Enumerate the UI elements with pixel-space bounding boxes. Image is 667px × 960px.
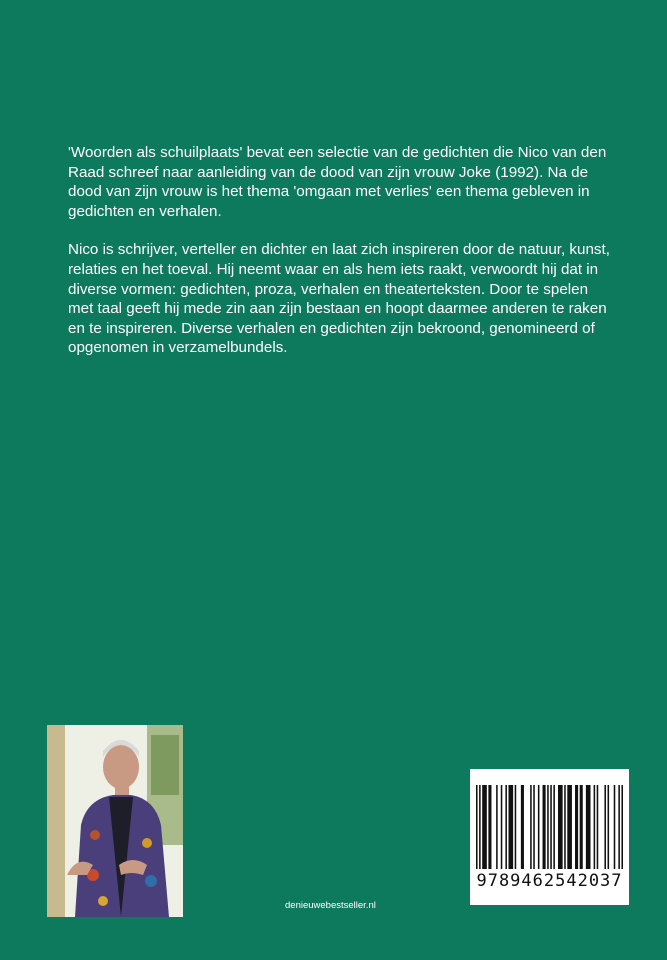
barcode-bar: [533, 785, 535, 869]
author-photo: [47, 725, 183, 917]
barcode-bar: [505, 785, 507, 869]
publisher-website: denieuwebestseller.nl: [285, 900, 376, 911]
barcode-bar: [547, 785, 549, 869]
barcode-bar: [501, 785, 503, 869]
barcode-bar: [614, 785, 616, 869]
barcode-bar: [550, 785, 552, 869]
barcode-bar: [479, 785, 481, 869]
barcode-bar: [621, 785, 623, 869]
barcode-bar: [482, 785, 487, 869]
barcode-bar: [521, 785, 524, 869]
barcode-bar: [594, 785, 596, 869]
barcode-bars: [476, 785, 623, 869]
barcode-bar: [580, 785, 583, 869]
isbn-barcode: [470, 769, 629, 905]
barcode-bar: [515, 785, 517, 869]
barcode-bar: [604, 785, 606, 869]
barcode-bar: [567, 785, 572, 869]
blurb-paragraph-1: 'Woorden als schuilplaats' bevat een selectie van de gedichten die Nico van den Raad schreef naar aanleiding van de dood van zijn vrouw Joke (1992). Na de dood van zijn vrouw is het thema 'omgaan met verlies' een thema gebleven in gedichten en verhalen.: [68, 144, 607, 220]
barcode-bar: [496, 785, 498, 869]
blurb-paragraph-2: Nico is schrijver, verteller en dichter en laat zich inspireren door de natuur, kunst, relaties en het toeval. Hij neemt waar en als hem iets raakt, verwoordt hij dat in diverse vormen: gedichten, proza, verhalen en theaterteksten. Door te spelen met taal geeft hij mede zin aan zijn bestaan en hoopt daarmee anderen te raken en te inspireren. Diverse verhalen en gedichten zijn bekroond, genomineerd of opgenomen in verzamelbundels.: [68, 241, 610, 357]
barcode-bar: [608, 785, 610, 869]
barcode-bar: [530, 785, 532, 869]
back-cover-blurb: [68, 143, 613, 377]
barcode-bar: [543, 785, 546, 869]
barcode-bar: [575, 785, 578, 869]
barcode-bar: [476, 785, 478, 869]
isbn-number: 9789462542037: [476, 871, 623, 891]
barcode-bar: [553, 785, 555, 869]
barcode-bar: [618, 785, 620, 869]
barcode-bar: [564, 785, 566, 869]
barcode-bar: [586, 785, 591, 869]
barcode-bar: [538, 785, 540, 869]
barcode-bar: [488, 785, 491, 869]
barcode-bar: [597, 785, 599, 869]
barcode-bar: [508, 785, 513, 869]
barcode-bar: [558, 785, 563, 869]
